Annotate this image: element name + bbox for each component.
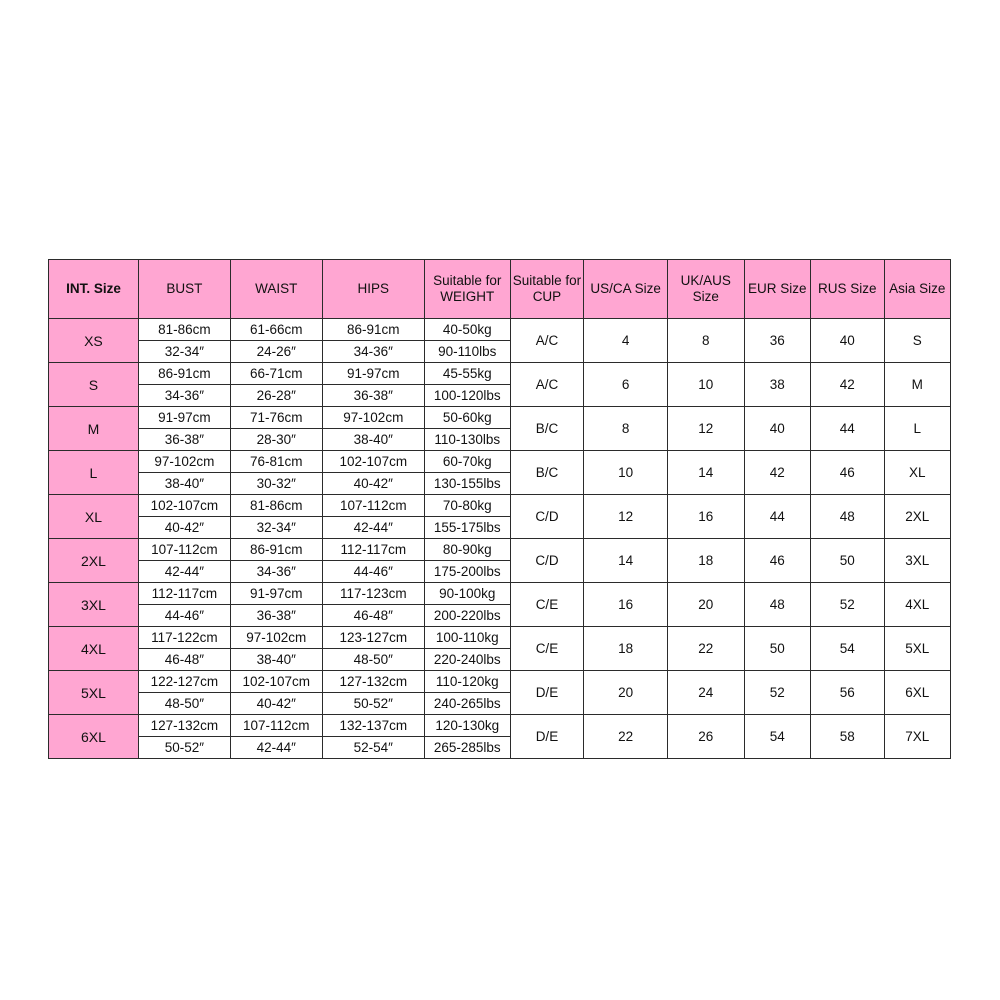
header-int-size: INT. Size <box>49 260 139 319</box>
cell-waist-in: 32-34″ <box>256 520 296 535</box>
cell-hips <box>322 671 424 715</box>
cell-cup: A/C <box>510 319 584 363</box>
cell-hips <box>322 495 424 539</box>
cell-cup: C/D <box>510 539 584 583</box>
header-eur: EUR Size <box>744 260 810 319</box>
cell-us-ca: 10 <box>584 451 668 495</box>
cell-waist-cm: 81-86cm <box>231 495 322 517</box>
cell-weight <box>424 451 510 495</box>
cell-waist-in: 30-32″ <box>256 476 296 491</box>
cell-hips <box>322 715 424 759</box>
cell-weight <box>424 495 510 539</box>
cell-weight-kg: 50-60kg <box>425 407 510 429</box>
cell-weight-lbs: 110-130lbs <box>434 432 501 447</box>
cell-rus: 58 <box>810 715 884 759</box>
cell-bust-in: 38-40″ <box>164 476 204 491</box>
cell-weight-lbs: 130-155lbs <box>433 476 501 491</box>
cell-bust <box>138 583 230 627</box>
cell-bust <box>138 715 230 759</box>
header-hips: HIPS <box>322 260 424 319</box>
cell-bust-in: 48-50″ <box>164 696 204 711</box>
table-row <box>49 671 951 715</box>
cell-rus: 52 <box>810 583 884 627</box>
cell-bust <box>138 319 230 363</box>
table-row <box>49 451 951 495</box>
cell-uk-aus: 10 <box>667 363 744 407</box>
cell-us-ca: 22 <box>584 715 668 759</box>
cell-weight-lbs: 240-265lbs <box>433 696 501 711</box>
cell-waist-cm: 86-91cm <box>231 539 322 561</box>
cell-waist-in: 28-30″ <box>256 432 296 447</box>
cell-weight-kg: 60-70kg <box>425 451 510 473</box>
table-row <box>49 539 951 583</box>
cell-weight <box>424 407 510 451</box>
cell-us-ca: 4 <box>584 319 668 363</box>
header-asia: Asia Size <box>884 260 950 319</box>
cell-waist-cm: 91-97cm <box>231 583 322 605</box>
cell-asia: 4XL <box>884 583 950 627</box>
cell-bust-cm: 117-122cm <box>139 627 230 649</box>
cell-bust-in: 32-34″ <box>164 344 204 359</box>
header-us-ca: US/CA Size <box>584 260 668 319</box>
cell-waist-cm: 66-71cm <box>231 363 322 385</box>
cell-asia: M <box>884 363 950 407</box>
cell-cup: B/C <box>510 407 584 451</box>
cell-weight-lbs: 100-120lbs <box>433 388 501 403</box>
cell-hips-in: 44-46″ <box>353 564 393 579</box>
cell-weight-lbs: 155-175lbs <box>433 520 501 535</box>
cell-eur: 54 <box>744 715 810 759</box>
cell-uk-aus: 8 <box>667 319 744 363</box>
cell-weight <box>424 671 510 715</box>
cell-cup: C/E <box>510 627 584 671</box>
cell-int-size: S <box>49 363 139 407</box>
cell-waist-cm: 102-107cm <box>231 671 322 693</box>
cell-hips <box>322 319 424 363</box>
cell-hips-cm: 112-117cm <box>323 539 424 561</box>
table-row <box>49 363 951 407</box>
header-waist: WAIST <box>230 260 322 319</box>
cell-weight-kg: 80-90kg <box>425 539 510 561</box>
header-cup: Suitable for CUP <box>510 260 584 319</box>
cell-int-size: 6XL <box>49 715 139 759</box>
cell-us-ca: 20 <box>584 671 668 715</box>
cell-weight-kg: 70-80kg <box>425 495 510 517</box>
cell-asia: XL <box>884 451 950 495</box>
cell-eur: 48 <box>744 583 810 627</box>
cell-int-size: 5XL <box>49 671 139 715</box>
cell-eur: 52 <box>744 671 810 715</box>
cell-bust <box>138 451 230 495</box>
cell-hips-cm: 86-91cm <box>323 319 424 341</box>
cell-asia: 3XL <box>884 539 950 583</box>
header-bust: BUST <box>138 260 230 319</box>
cell-waist <box>230 671 322 715</box>
cell-hips-cm: 117-123cm <box>323 583 424 605</box>
cell-int-size: 3XL <box>49 583 139 627</box>
cell-waist <box>230 627 322 671</box>
cell-waist-cm: 76-81cm <box>231 451 322 473</box>
cell-waist <box>230 583 322 627</box>
cell-us-ca: 16 <box>584 583 668 627</box>
table-header <box>49 260 951 319</box>
cell-asia: 2XL <box>884 495 950 539</box>
cell-bust-cm: 97-102cm <box>139 451 230 473</box>
cell-weight-lbs: 200-220lbs <box>433 608 501 623</box>
cell-int-size: L <box>49 451 139 495</box>
cell-waist <box>230 715 322 759</box>
cell-hips-cm: 123-127cm <box>323 627 424 649</box>
cell-waist <box>230 407 322 451</box>
cell-bust-cm: 86-91cm <box>139 363 230 385</box>
cell-waist-in: 40-42″ <box>256 696 296 711</box>
cell-rus: 46 <box>810 451 884 495</box>
cell-uk-aus: 14 <box>667 451 744 495</box>
cell-hips-in: 42-44″ <box>353 520 393 535</box>
cell-waist-cm: 71-76cm <box>231 407 322 429</box>
cell-bust-cm: 127-132cm <box>139 715 230 737</box>
cell-bust-cm: 91-97cm <box>139 407 230 429</box>
header-weight: Suitable for WEIGHT <box>424 260 510 319</box>
cell-bust-cm: 122-127cm <box>139 671 230 693</box>
cell-hips <box>322 407 424 451</box>
cell-waist-in: 26-28″ <box>256 388 296 403</box>
size-chart-container <box>48 259 951 759</box>
cell-waist <box>230 495 322 539</box>
cell-waist <box>230 319 322 363</box>
cell-us-ca: 6 <box>584 363 668 407</box>
cell-waist-in: 38-40″ <box>256 652 296 667</box>
cell-uk-aus: 12 <box>667 407 744 451</box>
cell-uk-aus: 16 <box>667 495 744 539</box>
cell-bust <box>138 407 230 451</box>
cell-bust-cm: 107-112cm <box>139 539 230 561</box>
table-row <box>49 495 951 539</box>
cell-rus: 56 <box>810 671 884 715</box>
table-row <box>49 407 951 451</box>
cell-rus: 44 <box>810 407 884 451</box>
cell-hips-cm: 102-107cm <box>323 451 424 473</box>
cell-waist-in: 42-44″ <box>256 740 296 755</box>
cell-eur: 36 <box>744 319 810 363</box>
cell-bust-in: 36-38″ <box>164 432 204 447</box>
cell-cup: D/E <box>510 671 584 715</box>
cell-bust-in: 40-42″ <box>164 520 204 535</box>
cell-waist <box>230 363 322 407</box>
cell-cup: C/E <box>510 583 584 627</box>
cell-weight <box>424 627 510 671</box>
cell-weight-lbs: 175-200lbs <box>433 564 501 579</box>
cell-weight <box>424 319 510 363</box>
cell-hips <box>322 583 424 627</box>
cell-bust <box>138 671 230 715</box>
cell-hips-cm: 127-132cm <box>323 671 424 693</box>
cell-weight-lbs: 90-110lbs <box>438 344 497 359</box>
cell-hips-in: 52-54″ <box>353 740 393 755</box>
cell-hips-in: 38-40″ <box>353 432 393 447</box>
cell-hips-in: 40-42″ <box>353 476 393 491</box>
cell-hips <box>322 451 424 495</box>
cell-weight-kg: 120-130kg <box>425 715 510 737</box>
cell-waist <box>230 451 322 495</box>
cell-us-ca: 18 <box>584 627 668 671</box>
cell-hips-cm: 91-97cm <box>323 363 424 385</box>
cell-hips <box>322 539 424 583</box>
cell-cup: A/C <box>510 363 584 407</box>
cell-bust-cm: 112-117cm <box>139 583 230 605</box>
table-row <box>49 319 951 363</box>
cell-weight-kg: 110-120kg <box>425 671 510 693</box>
cell-uk-aus: 18 <box>667 539 744 583</box>
cell-eur: 40 <box>744 407 810 451</box>
cell-bust <box>138 539 230 583</box>
cell-uk-aus: 24 <box>667 671 744 715</box>
cell-bust-in: 34-36″ <box>164 388 204 403</box>
header-row <box>49 260 951 319</box>
cell-int-size: 4XL <box>49 627 139 671</box>
cell-bust <box>138 627 230 671</box>
cell-hips-in: 34-36″ <box>353 344 393 359</box>
cell-hips <box>322 363 424 407</box>
cell-waist-in: 24-26″ <box>256 344 296 359</box>
cell-waist-cm: 61-66cm <box>231 319 322 341</box>
cell-int-size: 2XL <box>49 539 139 583</box>
header-rus: RUS Size <box>810 260 884 319</box>
cell-eur: 44 <box>744 495 810 539</box>
cell-int-size: M <box>49 407 139 451</box>
cell-weight-kg: 45-55kg <box>425 363 510 385</box>
cell-us-ca: 8 <box>584 407 668 451</box>
cell-bust-in: 50-52″ <box>164 740 204 755</box>
cell-cup: B/C <box>510 451 584 495</box>
cell-hips-cm: 107-112cm <box>323 495 424 517</box>
cell-weight-kg: 40-50kg <box>425 319 510 341</box>
cell-bust-cm: 102-107cm <box>139 495 230 517</box>
cell-bust-cm: 81-86cm <box>139 319 230 341</box>
cell-asia: 5XL <box>884 627 950 671</box>
cell-rus: 54 <box>810 627 884 671</box>
cell-hips <box>322 627 424 671</box>
table-body <box>49 319 951 759</box>
cell-eur: 46 <box>744 539 810 583</box>
cell-hips-in: 36-38″ <box>353 388 393 403</box>
cell-asia: S <box>884 319 950 363</box>
cell-bust <box>138 363 230 407</box>
cell-rus: 42 <box>810 363 884 407</box>
cell-waist-cm: 107-112cm <box>231 715 322 737</box>
cell-hips-in: 50-52″ <box>353 696 393 711</box>
cell-hips-cm: 97-102cm <box>323 407 424 429</box>
cell-eur: 42 <box>744 451 810 495</box>
cell-rus: 40 <box>810 319 884 363</box>
cell-weight-lbs: 220-240lbs <box>433 652 501 667</box>
cell-hips-cm: 132-137cm <box>323 715 424 737</box>
cell-us-ca: 14 <box>584 539 668 583</box>
cell-cup: D/E <box>510 715 584 759</box>
cell-weight <box>424 363 510 407</box>
cell-us-ca: 12 <box>584 495 668 539</box>
table-row <box>49 627 951 671</box>
cell-weight <box>424 539 510 583</box>
cell-waist-in: 36-38″ <box>256 608 296 623</box>
cell-bust-in: 44-46″ <box>164 608 204 623</box>
cell-weight-lbs: 265-285lbs <box>433 740 501 755</box>
size-chart-table <box>48 259 951 759</box>
cell-bust-in: 46-48″ <box>164 652 204 667</box>
cell-weight <box>424 715 510 759</box>
cell-asia: 6XL <box>884 671 950 715</box>
cell-bust <box>138 495 230 539</box>
cell-cup: C/D <box>510 495 584 539</box>
cell-weight-kg: 100-110kg <box>425 627 510 649</box>
table-row <box>49 583 951 627</box>
cell-waist-in: 34-36″ <box>256 564 296 579</box>
cell-asia: L <box>884 407 950 451</box>
cell-weight-kg: 90-100kg <box>425 583 510 605</box>
cell-waist-cm: 97-102cm <box>231 627 322 649</box>
cell-weight <box>424 583 510 627</box>
cell-eur: 50 <box>744 627 810 671</box>
cell-int-size: XL <box>49 495 139 539</box>
cell-rus: 48 <box>810 495 884 539</box>
table-row <box>49 715 951 759</box>
cell-hips-in: 48-50″ <box>353 652 393 667</box>
cell-waist <box>230 539 322 583</box>
cell-asia: 7XL <box>884 715 950 759</box>
cell-bust-in: 42-44″ <box>164 564 204 579</box>
cell-eur: 38 <box>744 363 810 407</box>
cell-int-size: XS <box>49 319 139 363</box>
cell-rus: 50 <box>810 539 884 583</box>
cell-uk-aus: 22 <box>667 627 744 671</box>
cell-hips-in: 46-48″ <box>353 608 393 623</box>
header-uk-aus: UK/AUS Size <box>667 260 744 319</box>
cell-uk-aus: 26 <box>667 715 744 759</box>
cell-uk-aus: 20 <box>667 583 744 627</box>
